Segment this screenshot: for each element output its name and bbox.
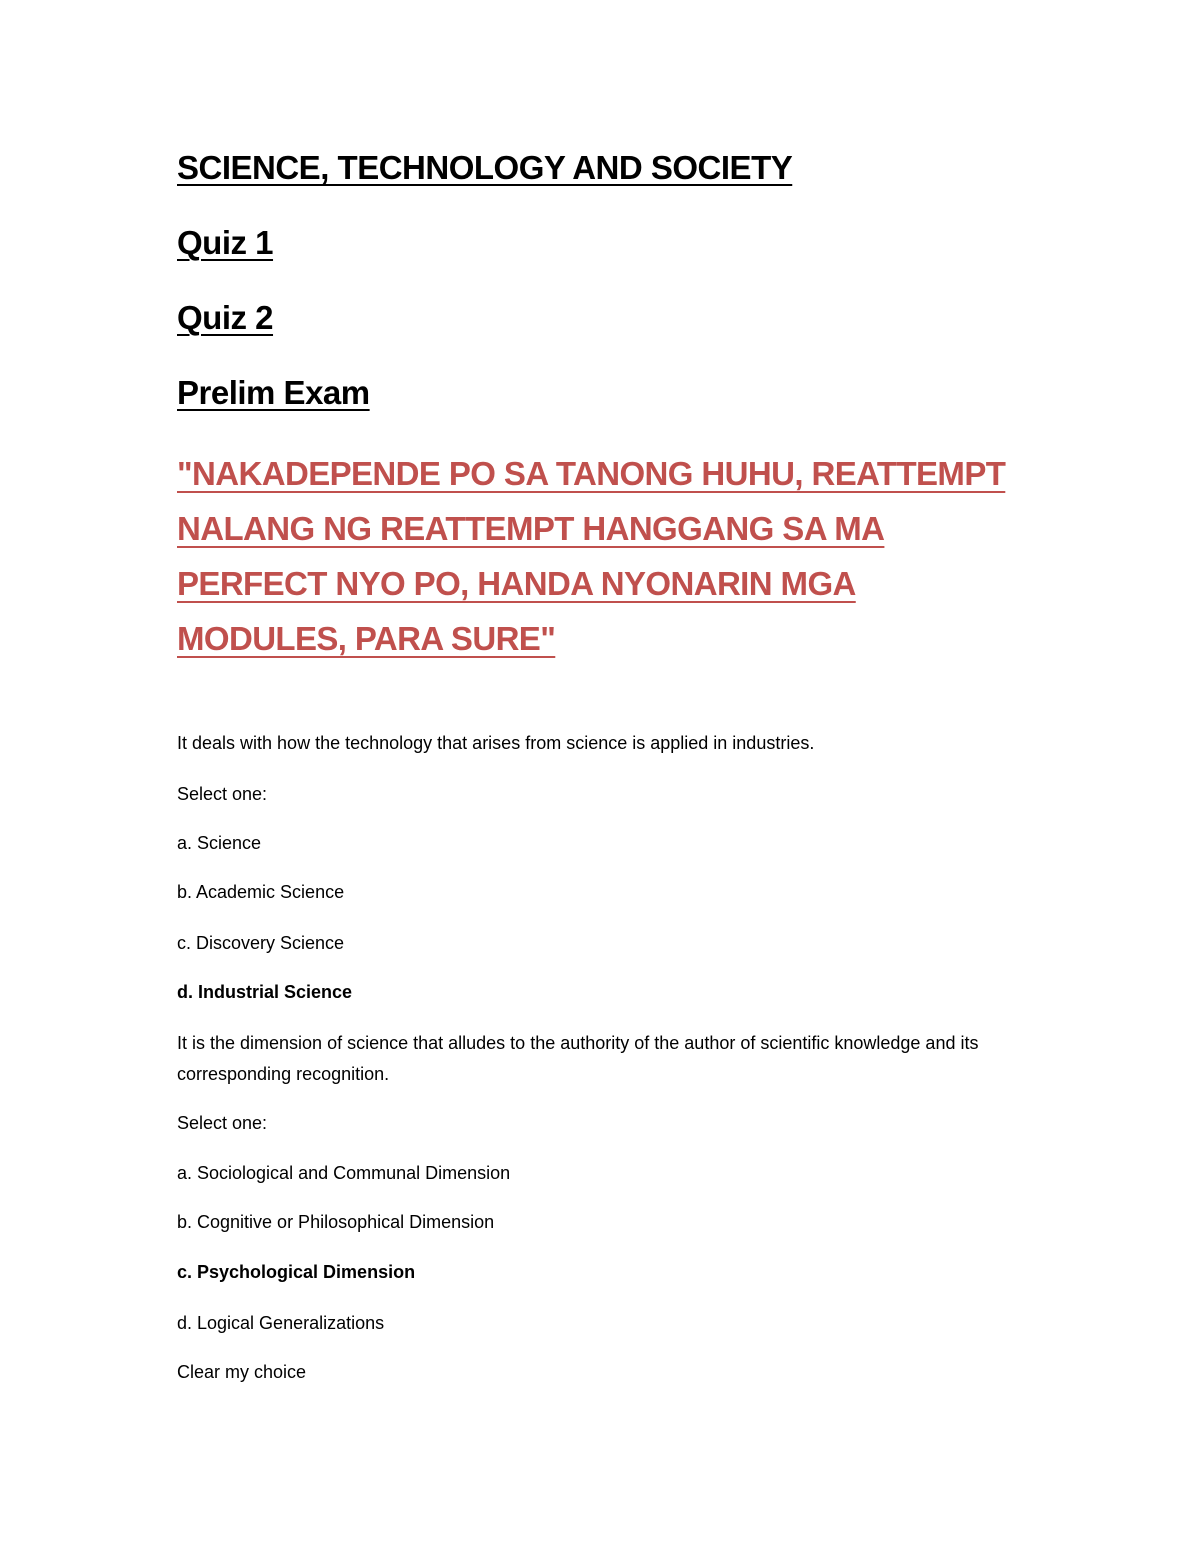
- question-2-option-b: b. Cognitive or Philosophical Dimension: [177, 1212, 495, 1232]
- question-1-option-b: b. Academic Science: [177, 882, 345, 902]
- prelim-exam-link[interactable]: Prelim Exam: [177, 374, 370, 411]
- note-line: PERFECT NYO PO, HANDA NYONARIN MGA: [177, 565, 856, 602]
- note-line: NALANG NG REATTEMPT HANGGANG SA MA: [177, 510, 885, 547]
- question-2-option-a: a. Sociological and Communal Dimension: [177, 1163, 511, 1183]
- question-2-option-c: c. Psychological Dimension: [177, 1262, 416, 1282]
- question-1-option-c: c. Discovery Science: [177, 933, 345, 953]
- question-2-text: It is the dimension of science that alludes to the authority of the author of scientific knowledge and its corresponding recognition.: [177, 1033, 979, 1084]
- reattempt-note: [177, 446, 1057, 666]
- question-2-option-d: d. Logical Generalizations: [177, 1313, 385, 1333]
- clear-choice-text: Clear my choice: [177, 1362, 307, 1382]
- question-1-prompt: Select one:: [177, 784, 268, 804]
- note-line: MODULES, PARA SURE": [177, 620, 556, 657]
- question-1-option-a: a. Science: [177, 833, 262, 853]
- question-2-prompt: Select one:: [177, 1113, 268, 1133]
- document-title: SCIENCE, TECHNOLOGY AND SOCIETY: [177, 149, 793, 186]
- question-1-option-d: d. Industrial Science: [177, 982, 353, 1002]
- note-line: "NAKADEPENDE PO SA TANONG HUHU, REATTEMPT: [177, 455, 1006, 492]
- question-1-text: It deals with how the technology that arises from science is applied in industries.: [177, 733, 815, 753]
- quiz-1-link[interactable]: Quiz 1: [177, 224, 274, 261]
- quiz-2-link[interactable]: Quiz 2: [177, 299, 274, 336]
